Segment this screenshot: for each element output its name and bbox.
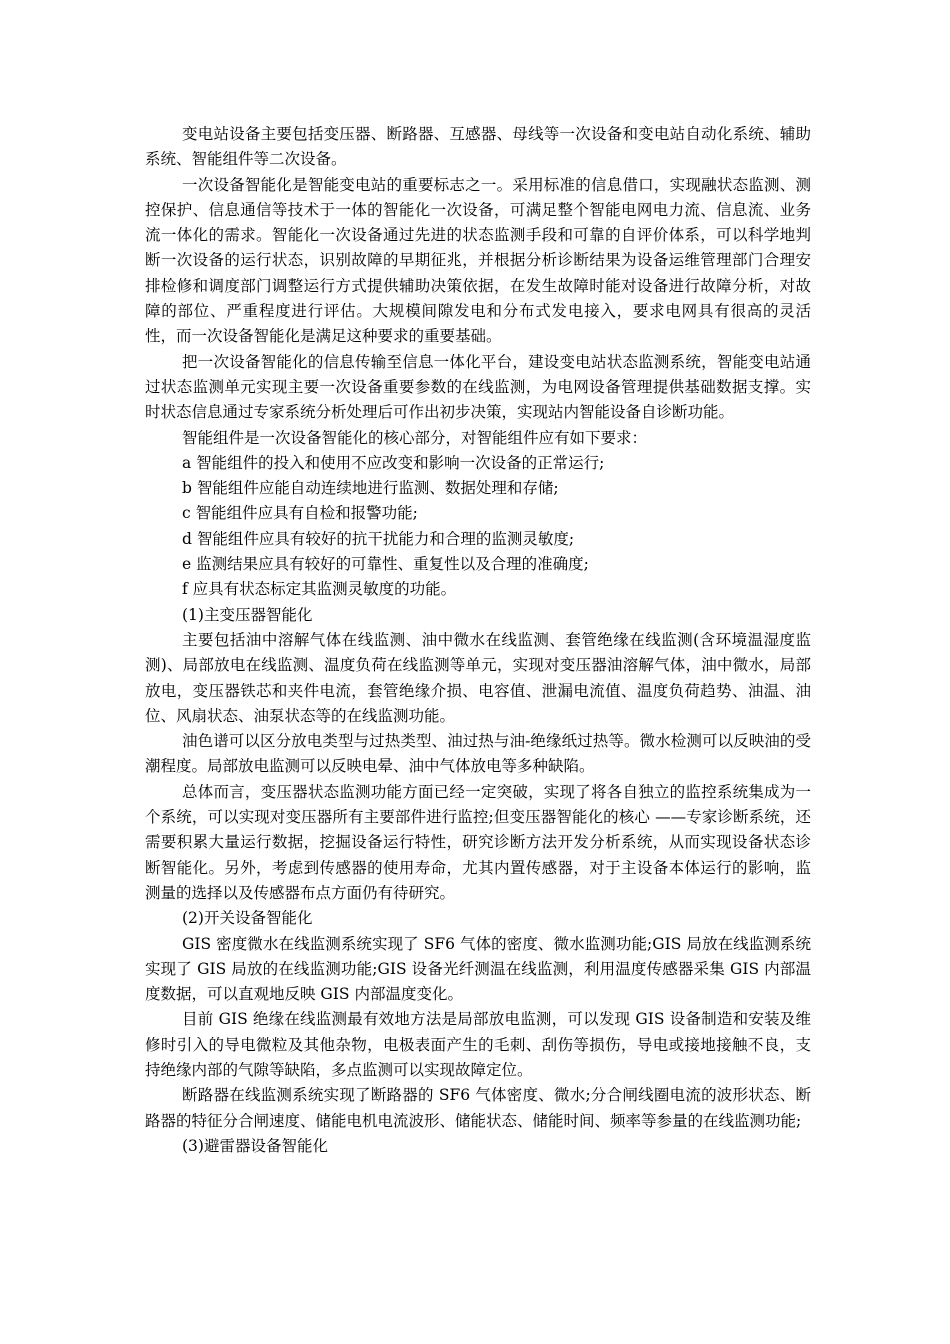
paragraph-equipment-overview: 变电站设备主要包括变压器、断路器、互感器、母线等一次设备和变电站自动化系统、辅助系统、智能组件等二次设备。 — [145, 125, 811, 169]
paragraph-gis-partial-discharge: 目前 GIS 绝缘在线监测最有效地方法是局部放电监测，可以发现 GIS 设备制造和安装及维修时引入的导电微粒及其他杂物，电极表面产生的毛刺、刮伤等损伤，导电或接地接触不良，支持绝缘内部的气隙等缺陷，多点监测可以实现故障定位。 — [145, 1010, 811, 1079]
paragraph-primary-equipment-intelligence: 一次设备智能化是智能变电站的重要标志之一。采用标准的信息借口，实现融状态监测、测控保护、信息通信等技术于一体的智能化一次设备，可满足整个智能电网电力流、信息流、业务流一体化的需求。智能化一次设备通过先进的状态监测手段和可靠的自评价体系，可以科学地判断一次设备的运行状态，识别故障的早期征兆，并根据分析诊断结果为设备运维管理部门合理安排检修和调度部门调整运行方式提供辅助决策依据，在发生故障时能对设备进行故障分析，对故障的部位、严重程度进行评估。大规模间隙发电和分布式发电接入，要求电网具有很高的灵活性，而一次设备智能化是满足这种要求的重要基础。 — [145, 175, 811, 346]
paragraph-smart-component-requirements: 智能组件是一次设备智能化的核心部分，对智能组件应有如下要求： — [182, 428, 648, 447]
paragraph-oil-chromatography: 油色谱可以区分放电类型与过热类型、油过热与油-绝缘纸过热等。微水检测可以反映油的受潮程度。局部放电监测可以反映电晕、油中气体放电等多种缺陷。 — [145, 732, 811, 776]
paragraph-status-monitoring-platform: 把一次设备智能化的信息传输至信息一体化平台，建设变电站状态监测系统，智能变电站通过状态监测单元实现主要一次设备重要参数的在线监测，为电网设备管理提供基础数据支撑。实时状态信息通过专家系统分析处理后可作出初步决策，实现站内智能设备自诊断功能。 — [145, 352, 811, 422]
section-heading-switchgear: (2)开关设备智能化 — [182, 909, 313, 928]
list-item-requirement-b: b 智能组件应能自动连续地进行监测、数据处理和存储; — [182, 479, 559, 498]
section-heading-transformer: (1)主变压器智能化 — [182, 605, 313, 624]
section-heading-arrester: (3)避雷器设备智能化 — [182, 1136, 328, 1155]
paragraph-transformer-summary: 总体而言，变压器状态监测功能方面已经一定突破，实现了将各自独立的监控系统集成为一个系统，可以实现对变压器所有主要部件进行监控;但变压器智能化的核心 ——专家诊断系统，还需要积累大量运行数据，挖掘设备运行特性，研究诊断方法开发分析系统，从而实现设备状态诊断智能化。另外，考虑到传感器的使用寿命，尤其内置传感器，对于主设备本体运行的影响，监测量的选择以及传感器布点方面仍有待研究。 — [145, 782, 811, 902]
list-item-requirement-d: d 智能组件应具有较好的抗干扰能力和合理的监测灵敏度; — [182, 529, 575, 548]
paragraph-transformer-monitoring-units: 主要包括油中溶解气体在线监测、油中微水在线监测、套管绝缘在线监测(含环境温湿度监测)、局部放电在线监测、温度负荷在线监测等单元，实现对变压器油溶解气体，油中微水，局部放电，变压器铁芯和夹件电流，套管绝缘介损、电容值、泄漏电流值、温度负荷趋势、油温、油位、风扇状态、油泵状态等的在线监测功能。 — [145, 630, 811, 725]
list-item-requirement-c: c 智能组件应具有自检和报警功能; — [182, 504, 418, 523]
paragraph-gis-monitoring: GIS 密度微水在线监测系统实现了 SF6 气体的密度、微水监测功能;GIS 局放在线监测系统实现了 GIS 局放的在线监测功能;GIS 设备光纤测温在线监测，利用温度传感器采集 GIS 内部温度数据，可以直观地反映 GIS 内部温度变化。 — [145, 934, 811, 1004]
list-item-requirement-e: e 监测结果应具有较好的可靠性、重复性以及合理的准确度; — [182, 555, 589, 574]
list-item-requirement-a: a 智能组件的投入和使用不应改变和影响一次设备的正常运行; — [182, 453, 605, 472]
paragraph-breaker-monitoring: 断路器在线监测系统实现了断路器的 SF6 气体密度、微水;分合闸线圈电流的波形状态、断路器的特征分合闸速度、储能电机电流波形、储能状态、储能时间、频率等参量的在线监测功能; — [145, 1086, 811, 1130]
list-item-requirement-f: f 应具有状态标定其监测灵敏度的功能。 — [182, 580, 457, 599]
document-body — [145, 122, 811, 1159]
